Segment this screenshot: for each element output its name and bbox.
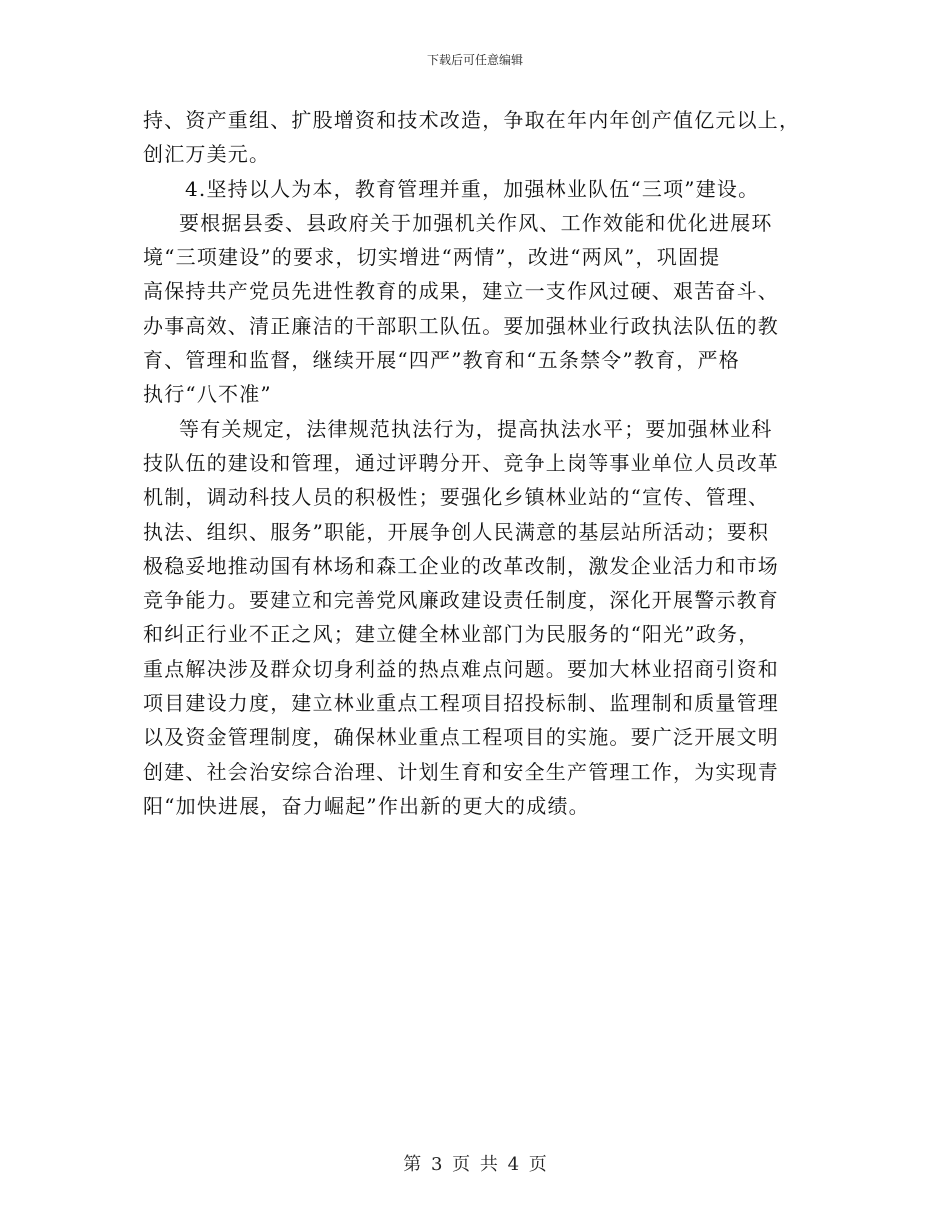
- body-line: 竞争能力。要建立和完善党风廉政建设责任制度，深化开展警示教育: [143, 588, 779, 613]
- body-line: 以及资金管理制度，确保林业重点工程项目的实施。要广泛开展文明: [143, 725, 779, 750]
- body-line: 执行“八不准”: [143, 382, 272, 407]
- body-line: 阳“加快进展，奋力崛起”作出新的更大的成绩。: [143, 793, 590, 818]
- body-line: 技队伍的建设和管理，通过评聘分开、竞争上岗等事业单位人员改革: [143, 450, 779, 475]
- body-line: 执法、组织、服务”职能，开展争创人民满意的基层站所活动；要积: [143, 519, 770, 544]
- body-line: 高保持共产党员先进性教育的成果，建立一支作风过硬、艰苦奋斗、: [143, 279, 779, 304]
- body-line: 机制，调动科技人员的积极性；要强化乡镇林业站的“宣传、管理、: [143, 485, 770, 510]
- paragraph-start: 等有关规定，法律规范执法行为，提高执法水平；要加强林业科: [179, 416, 773, 441]
- page-header-note: 下载后可任意编辑: [426, 53, 523, 67]
- paragraph-start: 要根据县委、县政府关于加强机关作风、工作效能和优化进展环: [179, 210, 773, 235]
- body-line: 境“三项建设”的要求，切实增进“两情”，改进“两风”，巩固提: [143, 245, 721, 270]
- body-line: 创建、社会治安综合治理、计划生育和安全生产管理工作，为实现青: [143, 759, 779, 784]
- body-line: 创汇万美元。: [143, 142, 271, 167]
- page-number: 第 3 页 共 4 页: [403, 1154, 547, 1175]
- body-line: 持、资产重组、扩股增资和技术改造，争取在年内年创产值亿元以上，: [143, 108, 801, 132]
- body-line: 重点解决涉及群众切身利益的热点难点问题。要加大林业招商引资和: [143, 656, 779, 681]
- body-line: 极稳妥地推动国有林场和森工企业的改革改制，激发企业活力和市场: [143, 553, 779, 578]
- document-body: [143, 103, 811, 823]
- body-line: 项目建设力度，建立林业重点工程项目招投标制、监理制和质量管理: [143, 691, 779, 716]
- body-line: 育、管理和监督，继续开展“四严”教育和“五条禁令”教育，严格: [143, 348, 740, 373]
- body-line: 办事高效、清正廉洁的干部职工队伍。要加强林业行政执法队伍的教: [143, 313, 779, 338]
- section-heading: 4.坚持以人为本，教育管理并重，加强林业队伍“三项”建设。: [185, 176, 760, 201]
- body-line: 和纠正行业不正之风；建立健全林业部门为民服务的“阳光”政务，: [143, 622, 760, 647]
